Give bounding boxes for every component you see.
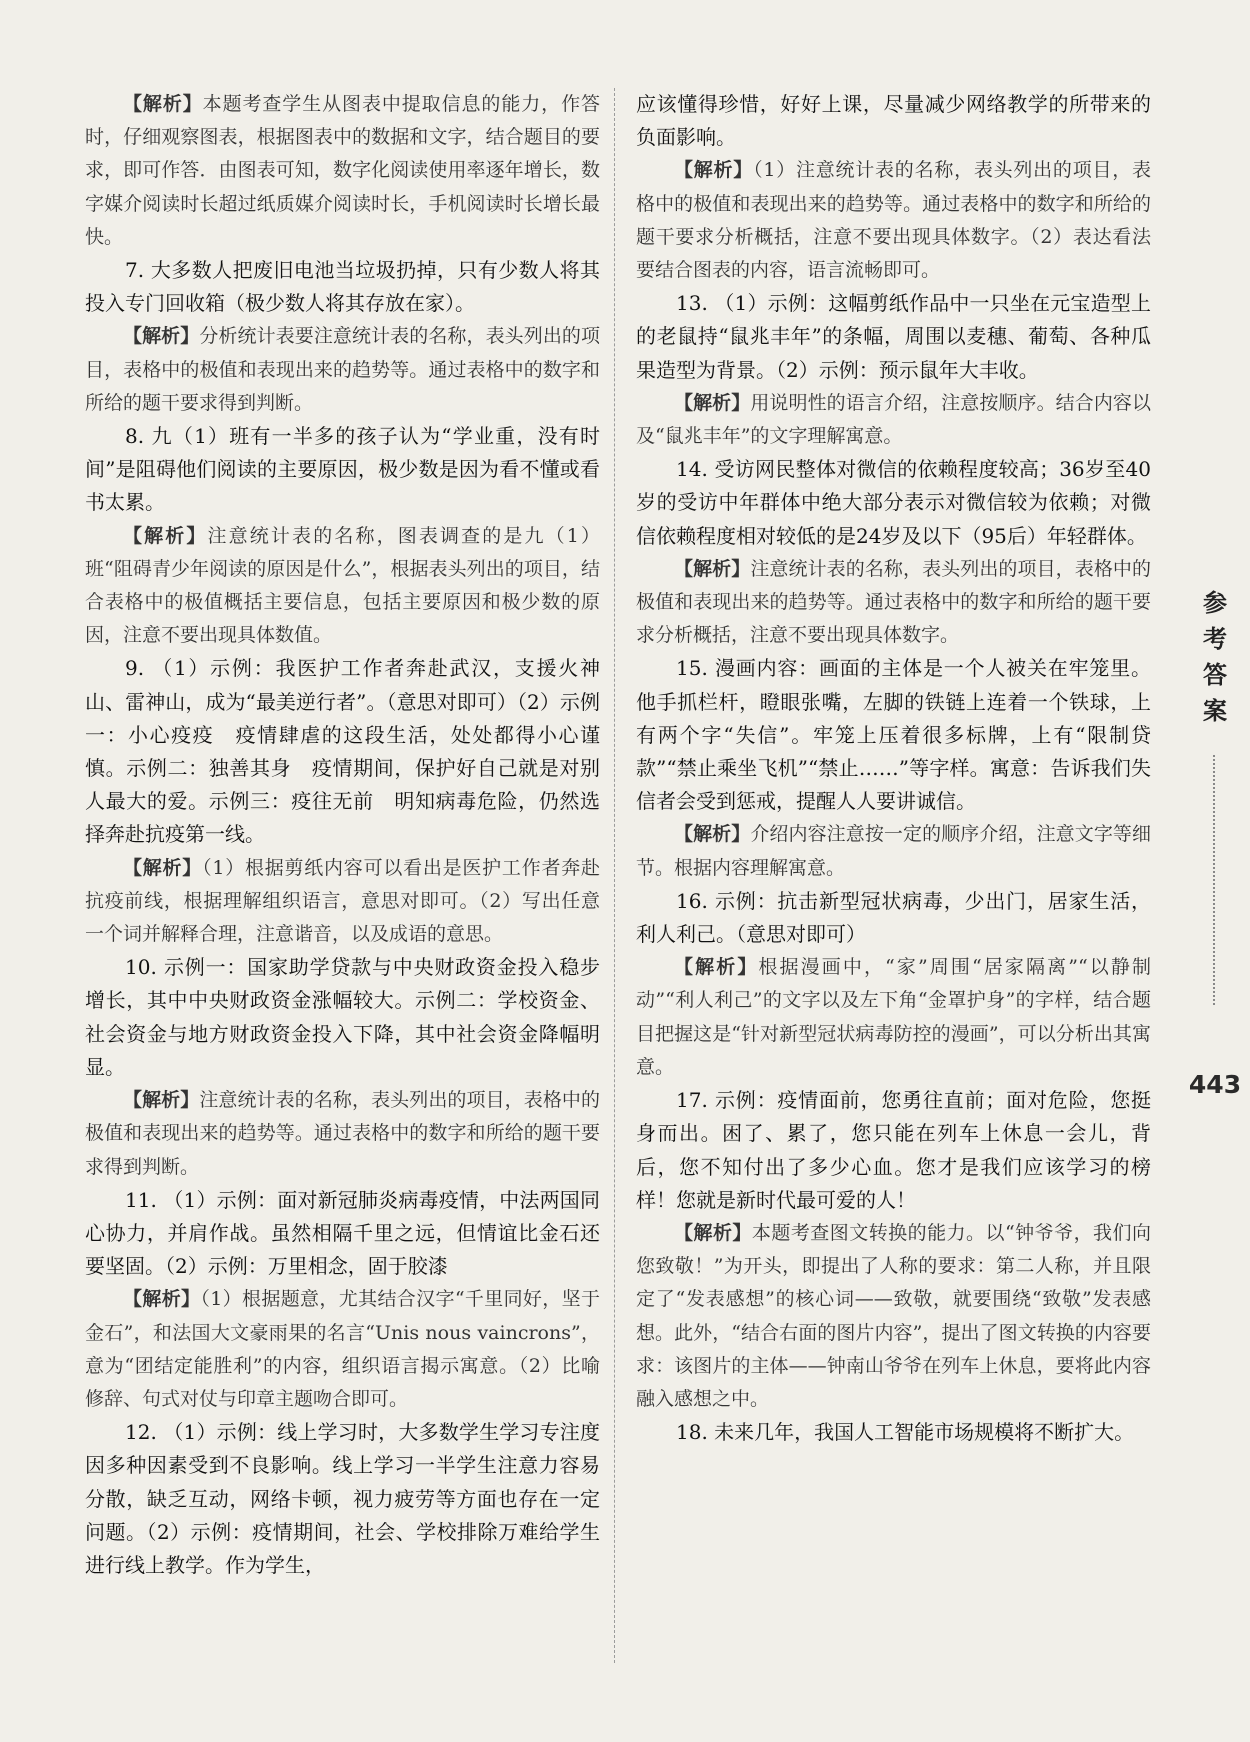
paragraph-text: 用说明性的语言介绍，注意按顺序。结合内容以及“鼠兆丰年”的文字理解寓意。 <box>636 391 1151 448</box>
paragraph-answer <box>85 254 600 320</box>
paragraph-analysis <box>636 154 1151 287</box>
paragraph-text: 注意统计表的名称，表头列出的项目，表格中的极值和表现出来的趋势等。通过表格中的数字和所给的题干要求分析概括，注意不要出现具体数字。 <box>636 557 1151 647</box>
paragraph-text: 14. 受访网民整体对微信的依赖程度较高；36岁至40岁的受访中年群体中绝大部分表示对微信较为依赖；对微信依赖程度相对较低的是24岁及以下（95后）年轻群体。 <box>636 457 1151 548</box>
paragraph-analysis <box>636 553 1151 653</box>
paragraph-text: （1）根据剪纸内容可以看出是医护工作者奔赴抗疫前线，根据理解组织语言，意思对即可。（2）写出任意一个词并解释合理，注意谐音，以及成语的意思。 <box>85 856 600 946</box>
analysis-tag: 【解析】 <box>674 159 754 182</box>
paragraph-analysis <box>636 818 1151 884</box>
left-column <box>85 88 600 1582</box>
side-label-char: 答 <box>1203 660 1227 689</box>
paragraph-answer <box>636 1416 1151 1449</box>
paragraph-answer <box>85 652 600 851</box>
paragraph-text: 分析统计表要注意统计表的名称，表头列出的项目，表格中的极值和表现出来的趋势等。通过表格中的数字和所给的题干要求得到判断。 <box>85 325 600 414</box>
paragraph-answer <box>636 287 1151 387</box>
paragraph-answer <box>636 453 1151 553</box>
paragraph-analysis <box>85 520 600 653</box>
paragraph-text: 18. 未来几年，我国人工智能市场规模将不断扩大。 <box>676 1420 1135 1445</box>
paragraph-answer <box>636 652 1151 818</box>
analysis-tag: 【解析】 <box>123 524 208 547</box>
paragraph-text: 16. 示例：抗击新型冠状病毒，少出门，居家生活，利人利己。（意思对即可） <box>636 888 1151 947</box>
side-section-label <box>1195 585 1235 729</box>
paragraph-answer <box>636 88 1151 154</box>
paragraph-analysis <box>85 320 600 420</box>
side-dotted-line <box>1213 755 1215 1005</box>
paragraph-text: 根据漫画中，“家”周围“居家隔离”“以静制动”“利人利己”的文字以及左下角“金罩护身”的字样，结合题目把握这是“针对新型冠状病毒防控的漫画”，可以分析出其寓意。 <box>636 956 1151 1078</box>
paragraph-answer <box>636 885 1151 951</box>
analysis-tag: 【解析】 <box>674 391 751 414</box>
analysis-tag: 【解析】 <box>123 325 200 348</box>
paragraph-text: 应该懂得珍惜，好好上课，尽量减少网络教学的所带来的负面影响。 <box>636 92 1151 150</box>
paragraph-answer <box>85 1184 600 1284</box>
paragraph-text: 13. （1）示例：这幅剪纸作品中一只坐在元宝造型上的老鼠持“鼠兆丰年”的条幅，周围以麦穗、葡萄、各种瓜果造型为背景。（2）示例：预示鼠年大丰收。 <box>636 291 1151 382</box>
paragraph-text: 介绍内容注意按一定的顺序介绍，注意文字等细节。根据内容理解寓意。 <box>636 823 1151 879</box>
paragraph-text: 11. （1）示例：面对新冠肺炎病毒疫情，中法两国同心协力，并肩作战。虽然相隔千里之远，但情谊比金石还要坚固。（2）示例：万里相念，固于胶漆 <box>85 1187 600 1279</box>
paragraph-analysis <box>85 88 600 254</box>
paragraph-analysis <box>85 852 600 952</box>
analysis-tag: 【解析】 <box>123 1089 200 1112</box>
paragraph-analysis <box>636 387 1151 453</box>
paragraph-text: 9. （1）示例：我医护工作者奔赴武汉，支援火神山、雷神山，成为“最美逆行者”。（意思对即可）（2）示例一：小心疫疫 疫情肆虐的这段生活，处处都得小心谨慎。示例二：独善其身 疫情期间，保护好自己就是对别人最大的爱。示例三：疫往无前 明知病毒危险，仍然选择奔赴抗疫第一线。 <box>85 656 600 847</box>
paragraph-text: （1）根据题意，尤其结合汉字“千里同好，坚于金石”，和法国大文豪雨果的名言“Unis nous vaincrons”，意为“团结定能胜利”的内容，组织语言揭示寓意。（2）比喻修辞、句式对仗与印章主题吻合即可。 <box>85 1288 600 1410</box>
paragraph-text: 注意统计表的名称，图表调查的是九（1）班“阻碍青少年阅读的原因是什么”，根据表头列出的项目，结合表格中的极值概括主要信息，包括主要原因和极少数的原因，注意不要出现具体数值。 <box>85 524 600 647</box>
paragraph-analysis <box>85 1084 600 1184</box>
paragraph-text: 12. （1）示例：线上学习时，大多数学生学习专注度因多种因素受到不良影响。线上学习一半学生注意力容易分散，缺乏互动，网络卡顿，视力疲劳等方面也存在一定问题。（2）示例：疫情期间，社会、学校排除万难给学生进行线上教学。作为学生， <box>85 1420 600 1577</box>
paragraph-text: 8. 九（1）班有一半多的孩子认为“学业重，没有时间”是阻碍他们阅读的主要原因，极少数是因为看不懂或看书太累。 <box>85 424 600 515</box>
paragraph-text: 15. 漫画内容：画面的主体是一个人被关在牢笼里。他手抓栏杆，瞪眼张嘴，左脚的铁链上连着一个铁球，上有两个字“失信”。牢笼上压着很多标牌，上有“限制贷款”“禁止乘坐飞机”“禁止……”等字样。寓意：告诉我们失信者会受到惩戒，提醒人人要讲诚信。 <box>636 656 1151 814</box>
paragraph-analysis <box>85 1283 600 1416</box>
analysis-tag: 【解析】 <box>674 823 751 846</box>
paragraph-analysis <box>636 951 1151 1084</box>
side-label-char: 考 <box>1203 624 1227 653</box>
paragraph-answer <box>85 420 600 520</box>
paragraph-text: 注意统计表的名称，表头列出的项目，表格中的极值和表现出来的趋势等。通过表格中的数字和所给的题干要求得到判断。 <box>85 1089 600 1178</box>
side-label-char: 案 <box>1203 696 1227 725</box>
analysis-tag: 【解析】 <box>674 956 759 979</box>
paragraph-text: 10. 示例一：国家助学贷款与中央财政资金投入稳步增长，其中中央财政资金涨幅较大。示例二：学校资金、社会资金与地方财政资金投入下降，其中社会资金降幅明显。 <box>85 955 600 1079</box>
analysis-tag: 【解析】 <box>674 557 751 580</box>
paragraph-analysis <box>636 1217 1151 1416</box>
paragraph-text: 本题考查图文转换的能力。以“钟爷爷，我们向您致敬！”为开头，即提出了人称的要求：第二人称，并且限定了“发表感想”的核心词——致敬，就要围绕“致敬”发表感想。此外，“结合右面的图片内容”，提出了图文转换的内容要求：该图片的主体——钟南山爷爷在列车上休息，要将此内容融入感想之中。 <box>636 1221 1151 1410</box>
paragraph-answer <box>636 1084 1151 1217</box>
paragraph-text: （1）注意统计表的名称，表头列出的项目，表格中的极值和表现出来的趋势等。通过表格中的数字和所给的题干要求分析概括，注意不要出现具体数字。（2）表达看法要结合图表的内容，语言流畅即可。 <box>636 159 1151 282</box>
analysis-tag: 【解析】 <box>123 93 203 115</box>
paragraph-answer <box>85 951 600 1084</box>
page-number: 443 <box>1188 1070 1242 1099</box>
column-divider <box>614 88 615 1663</box>
analysis-tag: 【解析】 <box>123 1288 201 1311</box>
paragraph-text: 7. 大多数人把废旧电池当垃圾扔掉，只有少数人将其投入专门回收箱（极少数人将其存放在家）。 <box>85 258 600 316</box>
paragraph-text: 本题考查学生从图表中提取信息的能力，作答时，仔细观察图表，根据图表中的数据和文字，结合题目的要求，即可作答．由图表可知，数字化阅读使用率逐年增长，数字媒介阅读时长超过纸质媒介阅读时长，手机阅读时长增长最快。 <box>85 93 600 248</box>
right-column <box>636 88 1151 1449</box>
side-label-char: 参 <box>1203 588 1227 617</box>
analysis-tag: 【解析】 <box>123 856 203 879</box>
paragraph-answer <box>85 1416 600 1582</box>
analysis-tag: 【解析】 <box>674 1221 752 1244</box>
paragraph-text: 17. 示例：疫情面前，您勇往直前；面对危险，您挺身而出。困了、累了，您只能在列车上休息一会儿，背后，您不知付出了多少心血。您才是我们应该学习的榜样！您就是新时代最可爱的人！ <box>636 1088 1151 1212</box>
